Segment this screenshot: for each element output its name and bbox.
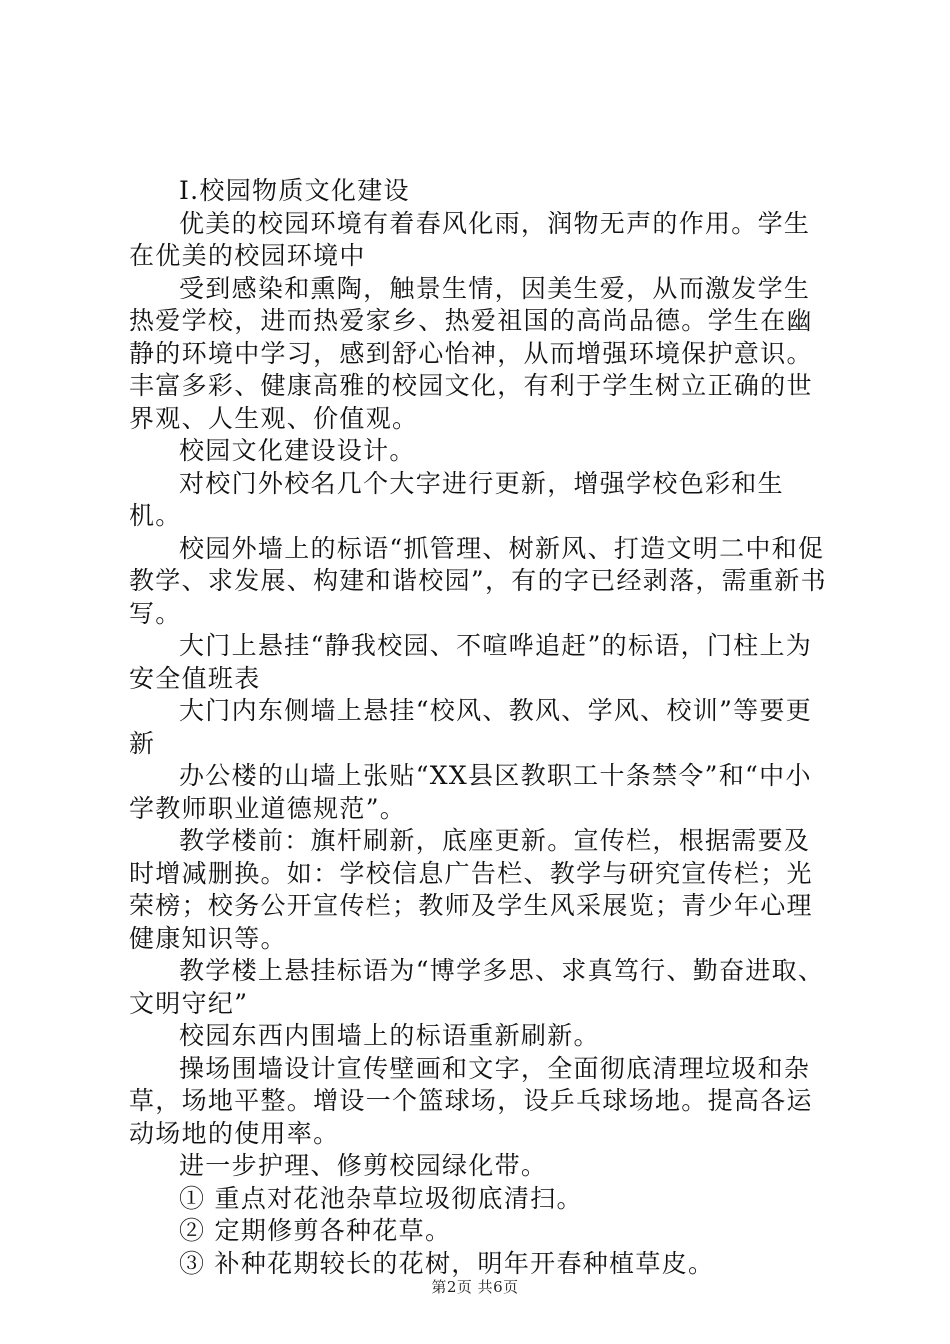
document-body	[129, 175, 835, 1280]
paragraph: 操场围墙设计宣传壁画和文字，全面彻底清理垃圾和杂草，场地平整。增设一个篮球场，设乒乓球场地。提高各运动场地的使用率。	[129, 1053, 813, 1148]
paragraph: 进一步护理、修剪校园绿化带。	[179, 1151, 548, 1180]
paragraph: 校园外墙上的标语“抓管理、树新风、打造文明二中和促教学、求发展、构建和谐校园”，有的字已经剥落，需重新书写。	[129, 533, 827, 628]
paragraph: 办公楼的山墙上张贴“XX县区教职工十条禁令”和“中小学教师职业道德规范”。	[129, 761, 812, 823]
list-item: ② 定期修剪各种花草。	[179, 1216, 452, 1245]
paragraph: 优美的校园环境有着春风化雨，润物无声的作用。学生在优美的校园环境中	[129, 208, 811, 270]
paragraph: 对校门外校名几个大字进行更新，增强学校色彩和生机。	[129, 468, 784, 530]
section-heading: Ⅰ.校园物质文化建设	[179, 176, 410, 205]
paragraph: 大门上悬挂“静我校园、不喧哗追赶”的标语，门柱上为安全值班表	[129, 631, 813, 693]
paragraph: 校园东西内围墙上的标语重新刷新。	[179, 1021, 600, 1050]
paragraph: 教学楼上悬挂标语为“博学多思、求真笃行、勤奋进取、文明守纪”	[129, 956, 825, 1018]
page-footer: 第2页 共6页	[431, 1278, 519, 1296]
list-item: ③ 补种花期较长的花树，明年开春种植草皮。	[179, 1248, 715, 1278]
list-item: ① 重点对花池杂草垃圾彻底清扫。	[179, 1183, 583, 1213]
paragraph: 大门内东侧墙上悬挂“校风、教风、学风、校训”等要更新	[129, 696, 813, 758]
paragraph: 教学楼前：旗杆刷新，底座更新。宣传栏，根据需要及时增减删换。如：学校信息广告栏、教学与研究宣传栏；光荣榜；校务公开宣传栏；教师及学生风采展览；青少年心理健康知识等。	[129, 826, 813, 953]
paragraph: 校园文化建设设计。	[179, 436, 416, 465]
paragraph: 受到感染和熏陶，触景生情，因美生爱，从而激发学生热爱学校，进而热爱家乡、热爱祖国的高尚品德。学生在幽静的环境中学习，感到舒心怡神，从而增强环境保护意识。丰富多彩、健康高雅的校园文化，有利于学生树立正确的世界观、人生观、价值观。	[129, 273, 813, 433]
